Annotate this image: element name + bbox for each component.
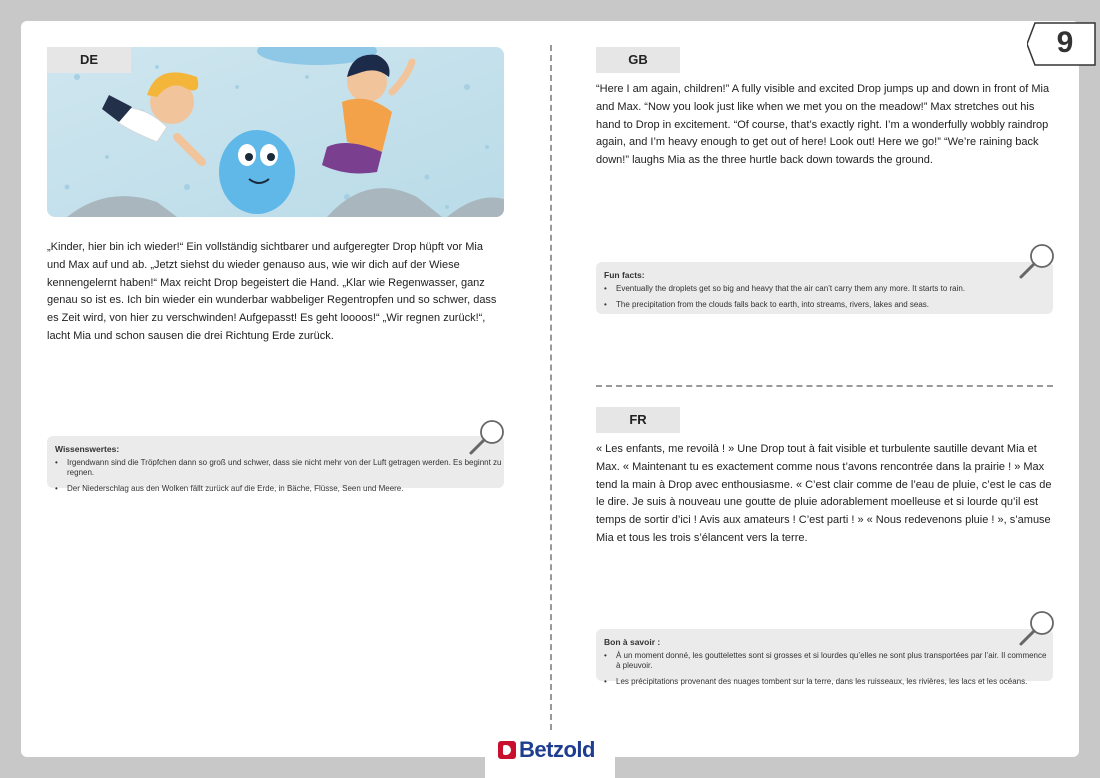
facts-box-fr: [596, 629, 1053, 686]
story-text-fr: « Les enfants, me revoilà ! » Une Drop tout à fait visible et turbulente sautille devant Mia et Max. « Maintenant tu es exactement comme nous t’avons rencontrée dans la prairie ! » Max tend la main à Drop avec enthousiasme. « C’est clair comme de l’eau de pluie, c’est le cas de le dire. Je suis à nouveau une goutte de pluie adorablement moelleuse et si lourde qu’il est temps de sortir d’ici ! Avis aux amateurs ! C’est parti ! » « Nous redevenons pluie ! », s’amuse Mia et tous les trois s’élancent vers la terre.: [596, 443, 1052, 544]
facts-box-gb: [596, 262, 1053, 314]
fact-item: • The precipitation from the clouds falls back to earth, into streams, rivers, lakes and seas.: [604, 300, 1053, 310]
fact-item: • Eventually the droplets get so big and heavy that the air can’t carry them any more. It starts to rain.: [604, 284, 1053, 294]
fact-item: • Les précipitations provenant des nuages tombent sur la terre, dans les ruisseaux, les rivières, les lacs et les océans.: [604, 677, 1053, 687]
language-label-de: DE: [47, 47, 131, 73]
magnifier-icon: [1018, 609, 1056, 647]
story-text-gb: “Here I am again, children!” A fully visible and excited Drop jumps up and down in front of Mia and Max. “Now you look just like when we met you on the meadow!” Max stretches out his hand to Drop in excitement. “Of course, that’s exactly right. I’m a wonderfully wobbly raindrop again, and I’m heavy enough to get out of here! Look out! Here we go!” “We’re raining back down!” laughs Mia as the three hurtle back down towards the ground.: [596, 83, 1050, 167]
facts-title-de: Wissenswertes:: [55, 444, 120, 454]
fact-item: • Der Niederschlag aus den Wolken fällt zurück auf die Erde, in Bäche, Flüsse, Seen und Meere.: [55, 484, 504, 494]
language-label-gb: GB: [596, 47, 680, 73]
facts-box-de: [47, 436, 504, 493]
fact-item: • À un moment donné, les gouttelettes sont si grosses et si lourdes qu’elles ne sont plus transportées par l’air. Il commence à pleuvoir.: [604, 651, 1053, 671]
brand-logo: [498, 738, 595, 762]
magnifier-icon: [1018, 242, 1056, 280]
facts-title-gb: Fun facts:: [604, 270, 645, 280]
facts-title-fr: Bon à savoir :: [604, 637, 661, 647]
magnifier-icon: [468, 418, 506, 456]
brand-mark-icon: [498, 741, 516, 759]
story-text-de: „Kinder, hier bin ich wieder!“ Ein vollständig sichtbarer und aufgeregter Drop hüpft vor Mia und Max auf und ab. „Jetzt siehst du wieder genauso aus, wie wir dich auf der Wiese kennengelernt haben!“ Max reicht Drop begeistert die Hand. „Klar wie Regenwasser, ganz genau so ist es. Ich bin wieder ein wunderbar wabbeliger Regentropfen und so schwer, dass es Zeit wird, von hier zu verschwinden! Aufgepasst! Es geht loooos!“ „Wir regnen zurück!“, lacht Mia und schon sausen die drei Richtung Erde zurück.: [47, 241, 497, 342]
page-number: 9: [1056, 26, 1074, 59]
vertical-cut-line: [550, 45, 552, 730]
fact-item: • Irgendwann sind die Tröpfchen dann so groß und schwer, dass sie nicht mehr von der Luft getragen werden. Es beginnt zu regnen.: [55, 458, 504, 478]
language-label-fr: FR: [596, 407, 680, 433]
horizontal-cut-line: [596, 385, 1053, 387]
brand-name: Betzold: [519, 737, 595, 762]
